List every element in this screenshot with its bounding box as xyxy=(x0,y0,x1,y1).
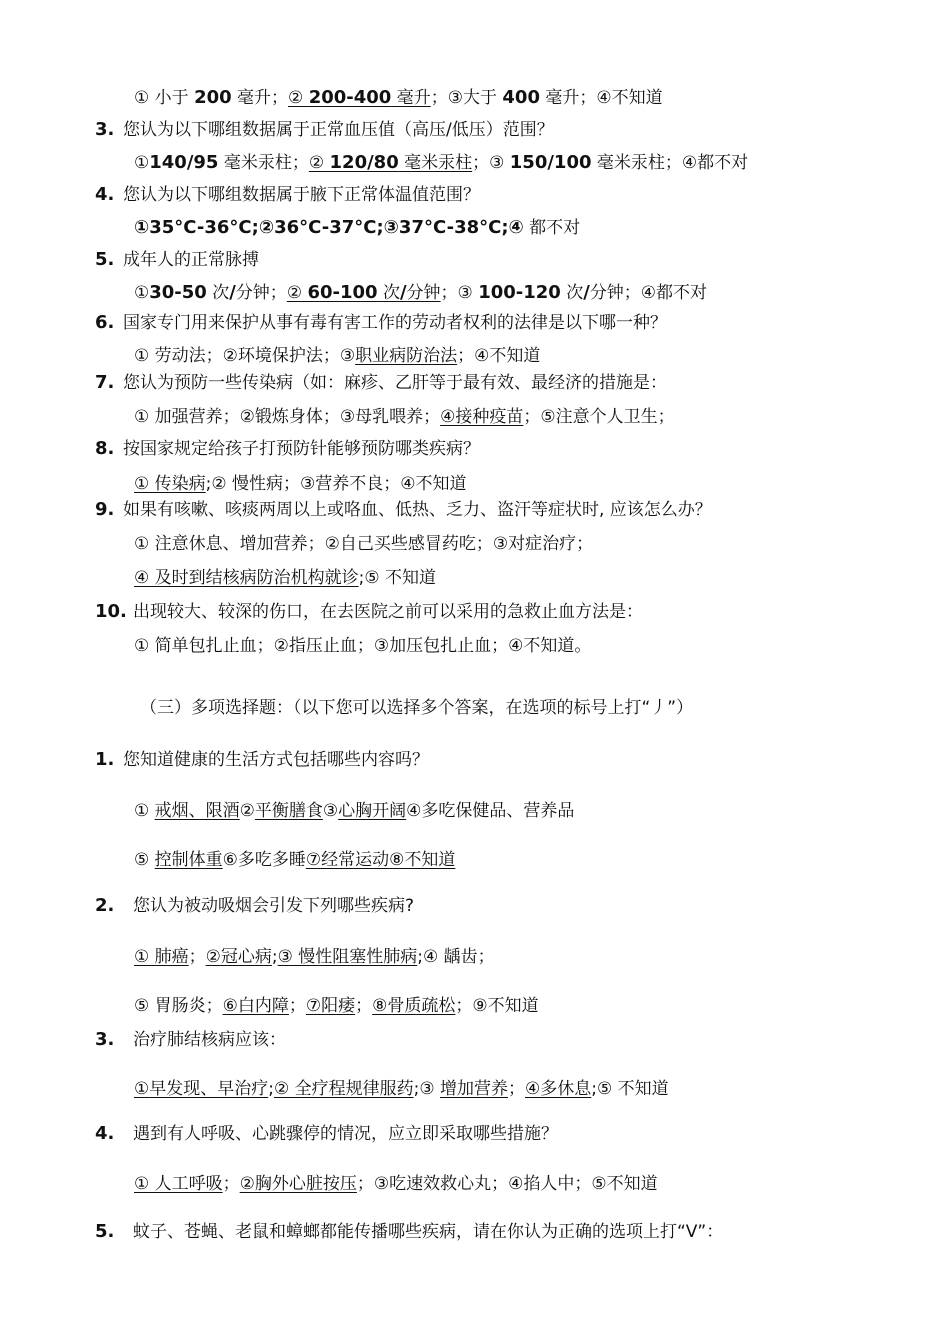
answer-options xyxy=(134,995,539,1017)
selected-answer: 分钟 xyxy=(406,283,441,303)
selected-answer: 戒烟、限酒 xyxy=(154,801,240,821)
answer-options xyxy=(134,345,540,367)
question-number: 2. xyxy=(95,895,115,916)
option-text: 次 xyxy=(560,283,584,303)
question-text: 您认为以下哪组数据属于腋下正常体温值范围？ xyxy=(123,185,480,205)
selected-answer: 次 xyxy=(377,283,400,303)
question-text: 您认为以下哪组数据属于正常血压值（高压/低压）范围？ xyxy=(123,120,554,140)
option-text: / xyxy=(229,282,236,303)
option-text: 毫米汞柱； xyxy=(218,153,309,173)
option-text: 次 xyxy=(206,283,230,303)
question-text: 成年人的正常脉搏 xyxy=(123,250,259,270)
selected-answer: ④接种疫苗 xyxy=(440,407,524,427)
option-text: ① xyxy=(134,153,150,173)
option-text: ① 小于 xyxy=(134,88,195,108)
option-text: ;④ 龋齿； xyxy=(417,947,495,967)
answer-options xyxy=(134,473,467,495)
question-number: 8. xyxy=(95,438,115,459)
answer-options xyxy=(134,635,591,657)
question-number: 4. xyxy=(95,1123,115,1144)
question-number: 7. xyxy=(95,372,115,393)
option-text: ;③ xyxy=(413,1079,441,1099)
option-text: 400 xyxy=(502,87,540,108)
option-text: ③ xyxy=(322,801,339,821)
option-text: ① 劳动法；②环境保护法；③ xyxy=(134,346,356,366)
option-text: 分钟； xyxy=(235,283,287,303)
answer-options xyxy=(134,800,574,822)
option-text: ;② 慢性病；③营养不良；④不知道 xyxy=(205,474,467,494)
question-text: 如果有咳嗽、咳痰两周以上或咯血、低热、乏力、盗汗等症状时, 应该怎么办？ xyxy=(123,500,712,520)
selected-answer: 60-100 xyxy=(307,282,378,303)
selected-answer: 职业病防治法 xyxy=(355,346,458,366)
option-text: ； xyxy=(355,996,373,1016)
selected-answer: 毫升 xyxy=(391,88,431,108)
option-text: ① xyxy=(134,283,150,303)
option-text: 毫米汞柱；④都不对 xyxy=(591,153,749,173)
selected-answer: ④ 及时到结核病防治机构就诊 xyxy=(134,568,359,588)
option-text: ;⑤ 不知道 xyxy=(591,1079,669,1099)
option-text: 都不对 xyxy=(523,218,581,238)
option-text: ⑤ 胃肠炎； xyxy=(134,996,223,1016)
answer-options xyxy=(134,946,495,968)
selected-answer: ① xyxy=(134,1079,150,1099)
selected-answer: 增加营养 xyxy=(440,1079,509,1099)
selected-answer: ⑥白内障 xyxy=(222,996,289,1016)
answer-options xyxy=(134,152,748,174)
question-number: 3. xyxy=(95,1029,115,1050)
question-text: 您知道健康的生活方式包括哪些内容吗？ xyxy=(123,750,429,770)
question-text: 您认为被动吸烟会引发下列哪些疾病? xyxy=(133,896,415,916)
selected-answer: ⑦经常运动 xyxy=(305,850,390,870)
answer-options xyxy=(134,567,436,589)
option-text: / xyxy=(583,282,590,303)
question-number: 4. xyxy=(95,184,115,205)
question-number: 5. xyxy=(95,1221,115,1242)
option-text: ；④不知道 xyxy=(457,346,541,366)
option-text: ⑤ xyxy=(134,850,155,870)
selected-answer: 平衡膳食 xyxy=(254,801,323,821)
selected-answer: ② xyxy=(308,153,330,173)
selected-answer: ④多休息 xyxy=(525,1079,592,1099)
selected-answer: 120/80 xyxy=(329,152,399,173)
selected-answer: ① 传染病 xyxy=(134,474,206,494)
option-text: 150/100 xyxy=(509,152,592,173)
option-text: ② xyxy=(239,801,255,821)
answer-options xyxy=(134,1078,669,1100)
answer-options xyxy=(134,406,675,428)
option-text: ① 简单包扎止血；②指压止血；③加压包扎止血；④不知道。 xyxy=(134,636,592,656)
selected-answer: / xyxy=(399,282,407,303)
option-text: ① 加强营养；②锻炼身体；③母乳喂养； xyxy=(134,407,441,427)
option-text: 毫升； xyxy=(231,88,289,108)
question-number: 9. xyxy=(95,499,115,520)
selected-answer: 控制体重 xyxy=(154,850,223,870)
question-number: 5. xyxy=(95,249,115,270)
question-number: 3. xyxy=(95,119,115,140)
question-text: 出现较大、较深的伤口，在去医院之前可以采用的急救止血方法是： xyxy=(133,602,643,622)
option-text: ⑥多吃多睡 xyxy=(222,850,306,870)
selected-answer: ② 全疗程规律服药 xyxy=(273,1079,414,1099)
question-number: 1. xyxy=(95,749,115,770)
option-text: 30-50 xyxy=(149,282,207,303)
question-number: 6. xyxy=(95,312,115,333)
question-text: 蚊子、苍蝇、老鼠和蟑螂都能传播哪些疾病，请在你认为正确的选项上打“V”： xyxy=(133,1222,724,1242)
selected-answer: ②冠心病 xyxy=(205,947,272,967)
option-text: 140/95 xyxy=(149,152,219,173)
option-text: ；③ xyxy=(472,153,510,173)
option-text: ；⑨不知道 xyxy=(455,996,539,1016)
question-text: 您认为预防一些传染病（如：麻疹、乙肝等于最有效、最经济的措施是： xyxy=(123,373,667,393)
selected-answer: ②胸外心脏按压 xyxy=(239,1174,357,1194)
selected-answer: 心胸开阔 xyxy=(338,801,407,821)
option-text: ①35°C-36°C;②36°C-37°C;③37°C-38°C;④ xyxy=(134,217,524,238)
selected-answer: 早发现、早治疗 xyxy=(149,1079,269,1099)
option-text: ；⑤注意个人卫生； xyxy=(523,407,675,427)
option-text: ；③大于 xyxy=(430,88,503,108)
selected-answer: ① 人工呼吸 xyxy=(134,1174,223,1194)
option-text: ；③ xyxy=(440,283,479,303)
selected-answer: ① 肺癌 xyxy=(134,947,189,967)
option-text: ； xyxy=(288,996,306,1016)
option-text: ; xyxy=(271,947,278,967)
selected-answer: ⑧骨质疏松 xyxy=(372,996,456,1016)
answer-options xyxy=(134,1173,658,1195)
option-text: ； xyxy=(508,1079,526,1099)
option-text: 100-120 xyxy=(478,282,561,303)
option-text: ① 注意休息、增加营养；②自己买些感冒药吃；③对症治疗； xyxy=(134,534,594,554)
selected-answer: ② xyxy=(286,283,308,303)
answer-options xyxy=(134,87,663,109)
selected-answer: 200-400 xyxy=(308,87,392,108)
selected-answer: 毫米汞柱 xyxy=(398,153,473,173)
answer-options xyxy=(134,533,593,555)
option-text: 毫升；④不知道 xyxy=(539,88,663,108)
selected-answer: ⑦阳痿 xyxy=(305,996,356,1016)
section-heading: （三）多项选择题：（以下您可以选择多个答案，在选项的标号上打“丿”） xyxy=(140,698,694,718)
selected-answer: ② xyxy=(288,88,309,108)
option-text: 200 xyxy=(194,87,232,108)
selected-answer: ⑧不知道 xyxy=(389,850,456,870)
question-text: 治疗肺结核病应该： xyxy=(133,1030,286,1050)
option-text: ; xyxy=(268,1079,274,1099)
option-text: ④多吃保健品、营养品 xyxy=(406,801,575,821)
option-text: ;⑤ 不知道 xyxy=(358,568,437,588)
option-text: 分钟；④都不对 xyxy=(589,283,708,303)
answer-options xyxy=(134,282,707,304)
question-text: 国家专门用来保护从事有毒有害工作的劳动者权利的法律是以下哪一种？ xyxy=(123,313,667,333)
selected-answer: ③ 慢性阻塞性肺病 xyxy=(277,947,418,967)
option-text: ；③吃速效救心丸；④掐人中；⑤不知道 xyxy=(356,1174,658,1194)
question-text: 遇到有人呼吸、心跳骤停的情况，应立即采取哪些措施？ xyxy=(133,1124,558,1144)
question-text: 按国家规定给孩子打预防针能够预防哪类疾病？ xyxy=(123,439,480,459)
option-text: ； xyxy=(188,947,206,967)
question-number: 10. xyxy=(95,601,127,622)
option-text: ① xyxy=(134,801,155,821)
answer-options xyxy=(134,217,580,239)
option-text: ； xyxy=(222,1174,240,1194)
answer-options xyxy=(134,849,455,871)
